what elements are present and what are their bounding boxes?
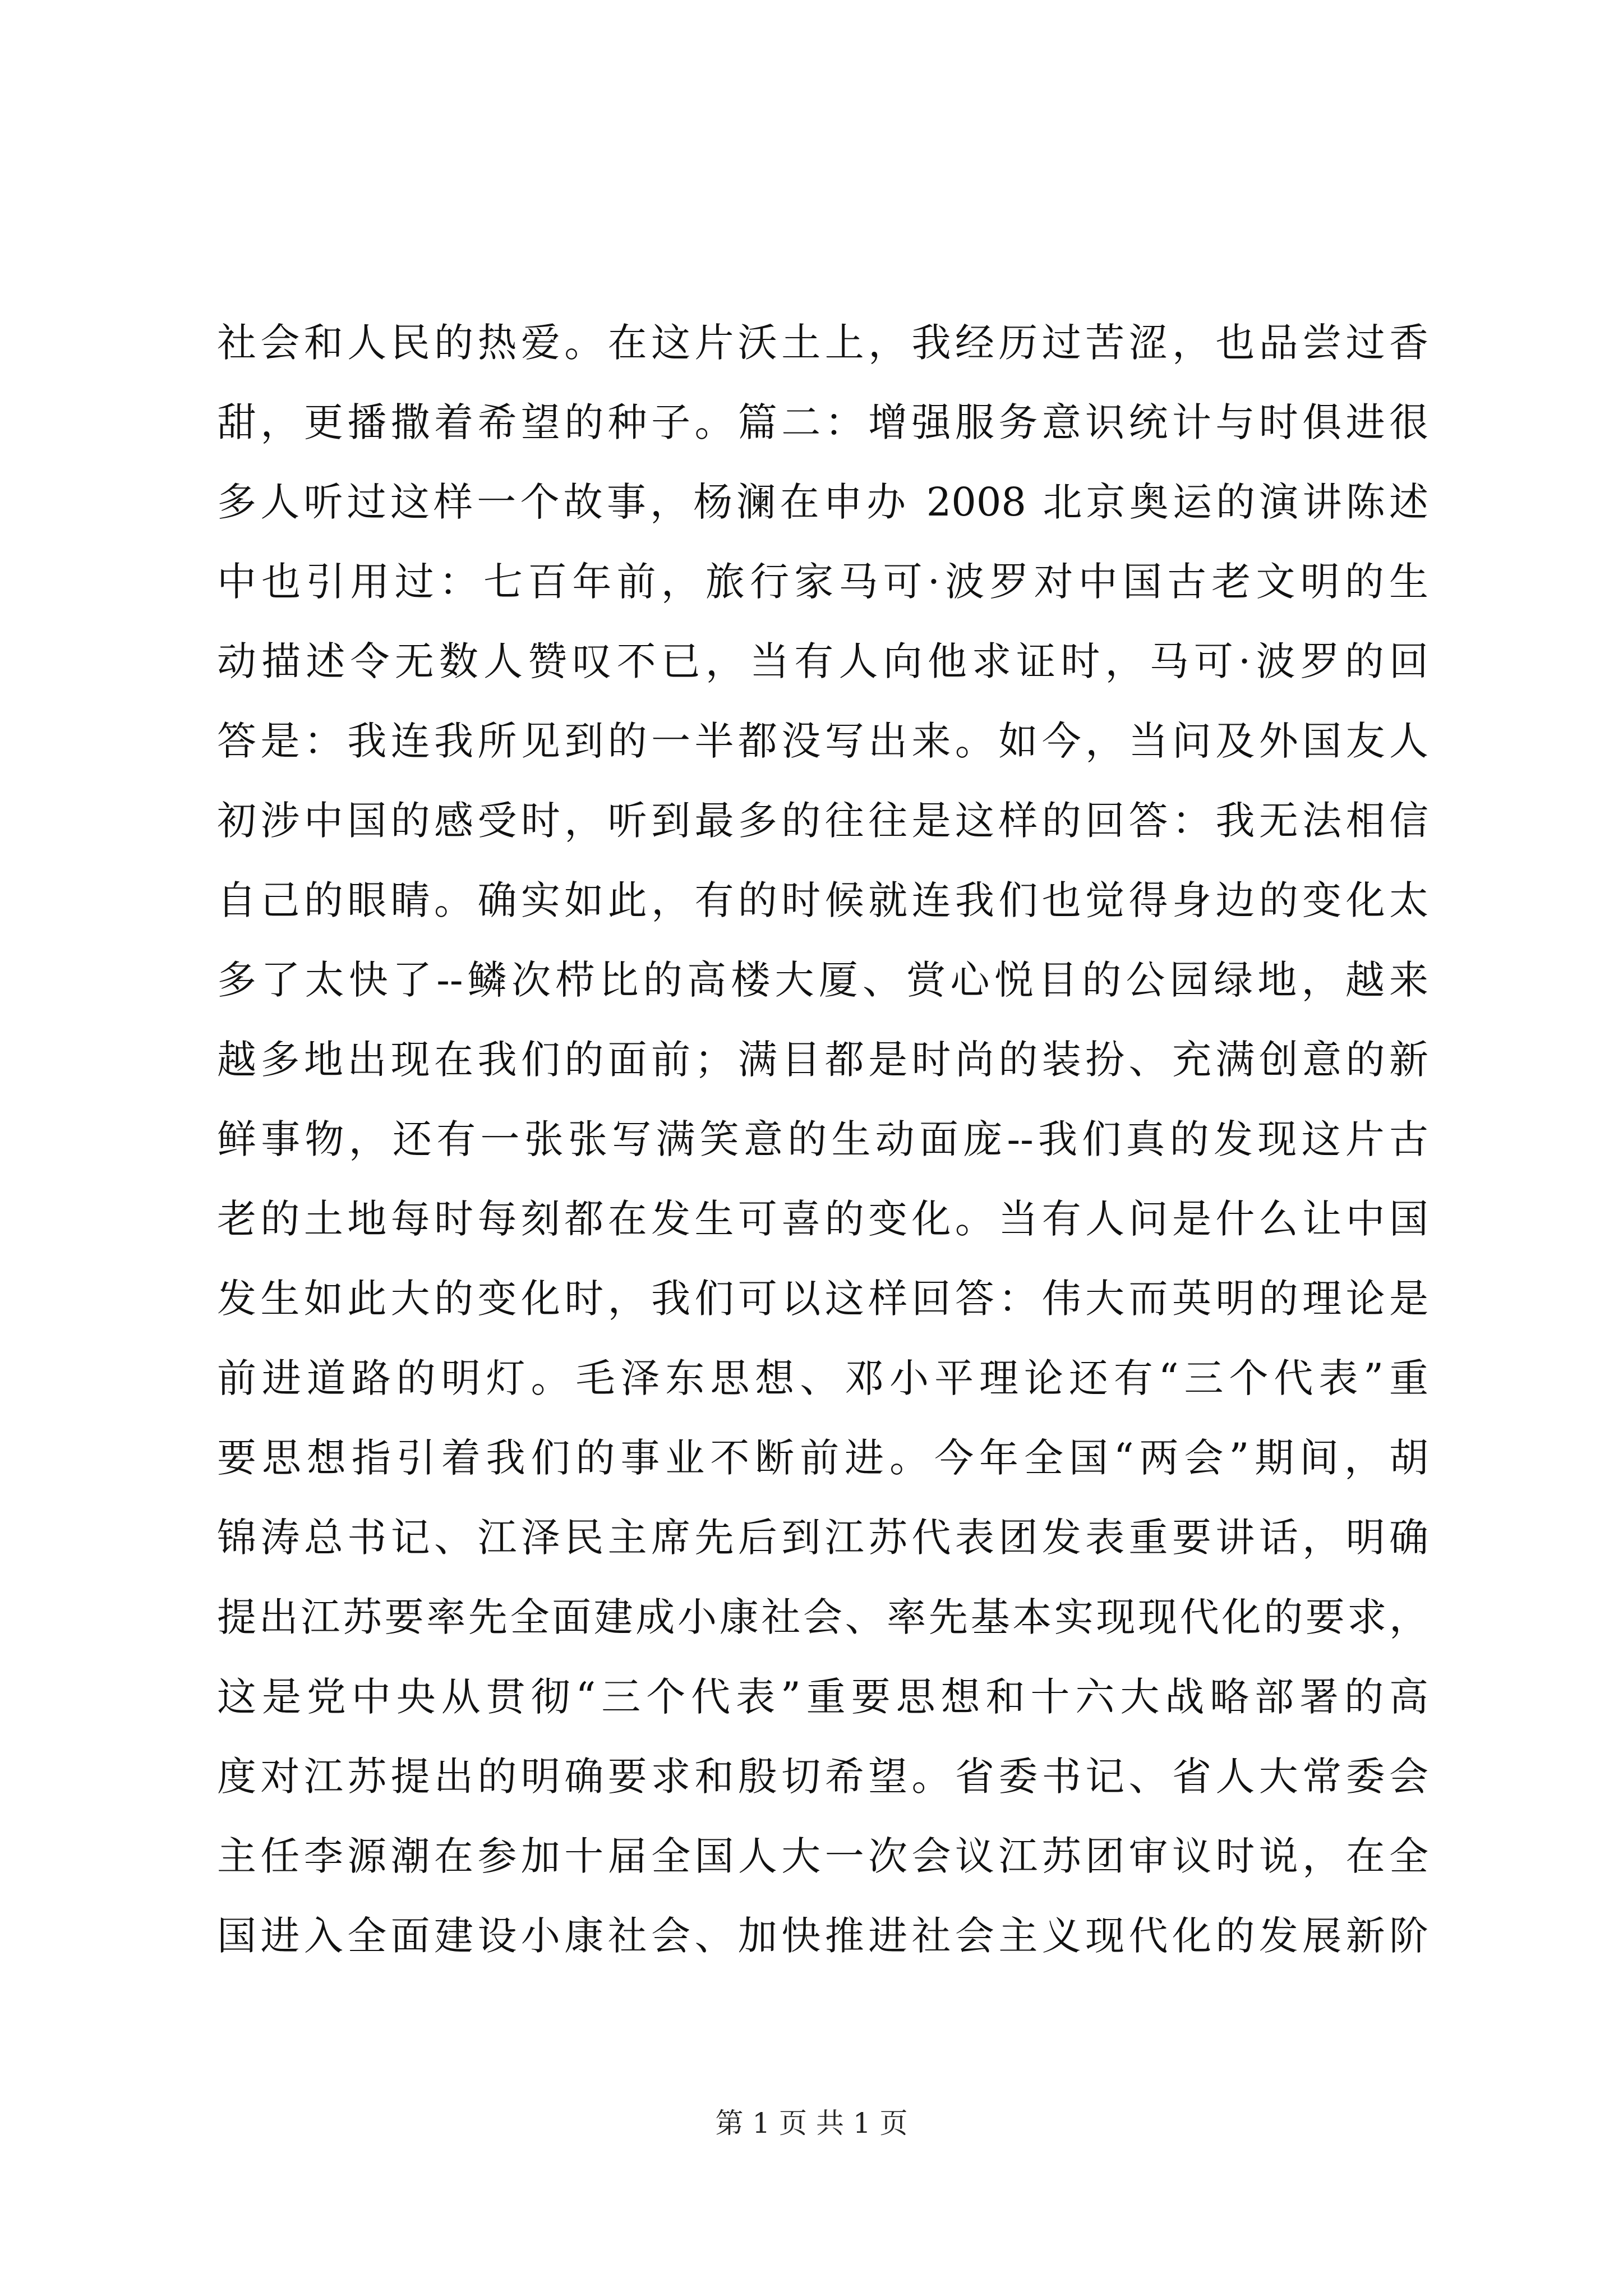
text-line: 答是：我连我所见到的一半都没写出来。如今，当问及外国友人 (217, 718, 1428, 764)
text-line: 老的土地每时每刻都在发生可喜的变化。当有人问是什么让中国 (217, 1196, 1428, 1242)
text-line: 越多地出现在我们的面前；满目都是时尚的装扮、充满创意的新 (217, 1037, 1428, 1083)
text-line: 多了太快了--鳞次栉比的高楼大厦、赏心悦目的公园绿地，越来 (217, 957, 1428, 1003)
text-line: 甜，更播撒着希望的种子。篇二：增强服务意识统计与时俱进很 (217, 399, 1428, 445)
text-line: 这是党中央从贯彻“三个代表”重要思想和十六大战略部署的高 (217, 1674, 1428, 1720)
text-line: 锦涛总书记、江泽民主席先后到江苏代表团发表重要讲话，明确 (217, 1515, 1428, 1561)
text-line: 动描述令无数人赞叹不已，当有人向他求证时，马可·波罗的回 (217, 638, 1428, 684)
text-line: 度对江苏提出的明确要求和殷切希望。省委书记、省人大常委会 (217, 1754, 1428, 1800)
text-line: 中也引用过：七百年前，旅行家马可·波罗对中国古老文明的生 (217, 559, 1428, 605)
text-line: 鲜事物，还有一张张写满笑意的生动面庞--我们真的发现这片古 (217, 1116, 1428, 1162)
text-line: 多人听过这样一个故事，杨澜在申办 2008 北京奥运的演讲陈述 (217, 479, 1428, 525)
text-line: 要思想指引着我们的事业不断前进。今年全国“两会”期间，胡 (217, 1435, 1428, 1481)
page-footer: 第 1 页 共 1 页 (715, 2107, 908, 2139)
body-text (217, 303, 1428, 1976)
text-line: 提出江苏要率先全面建成小康社会、率先基本实现现代化的要求， (217, 1594, 1428, 1640)
text-line: 国进入全面建设小康社会、加快推进社会主义现代化的发展新阶 (217, 1913, 1428, 1959)
text-line: 初涉中国的感受时，听到最多的往往是这样的回答：我无法相信 (217, 798, 1428, 844)
text-line: 社会和人民的热爱。在这片沃土上，我经历过苦涩，也品尝过香 (217, 320, 1428, 366)
text-line: 主任李源潮在参加十届全国人大一次会议江苏团审议时说，在全 (217, 1833, 1428, 1879)
text-line: 发生如此大的变化时，我们可以这样回答：伟大而英明的理论是 (217, 1276, 1428, 1322)
text-line: 前进道路的明灯。毛泽东思想、邓小平理论还有“三个代表”重 (217, 1355, 1428, 1401)
text-line: 自己的眼睛。确实如此，有的时候就连我们也觉得身边的变化太 (217, 877, 1428, 923)
